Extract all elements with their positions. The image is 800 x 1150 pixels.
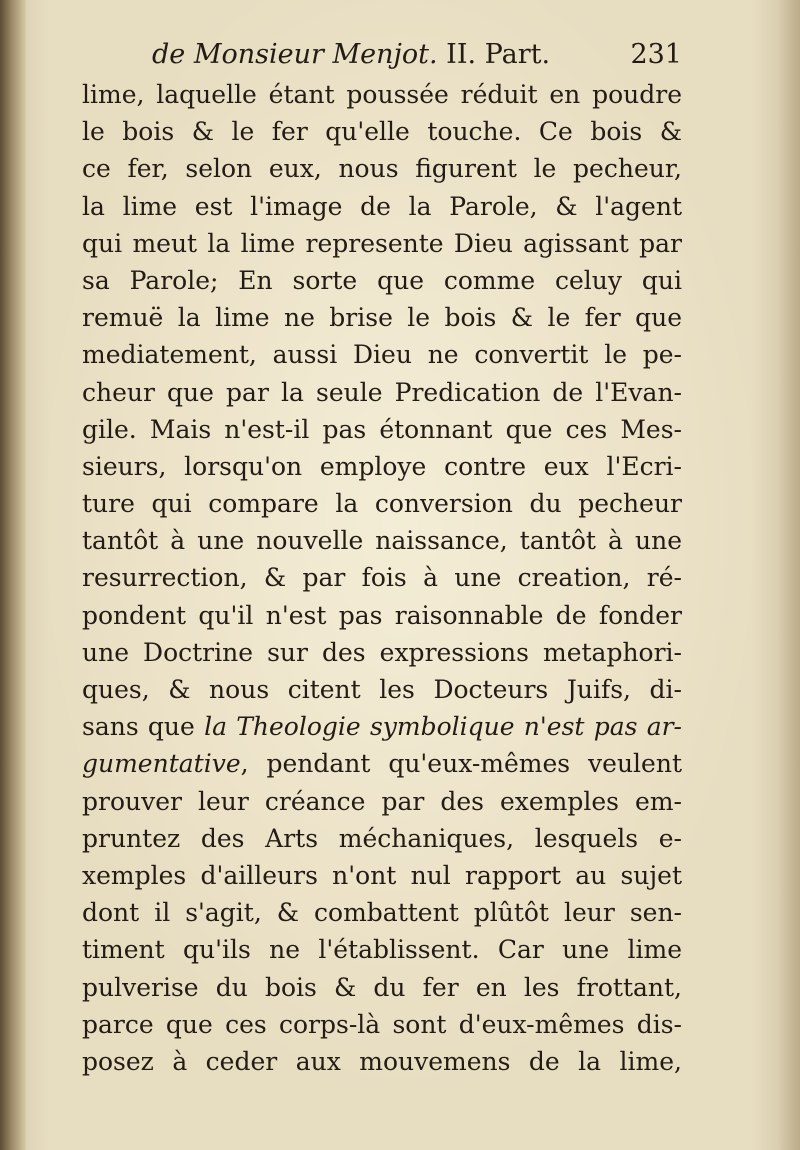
- text-line: mediatement, aussi Dieu ne convertit le pe-: [82, 340, 682, 370]
- text-line: posez à ceder aux mouvemens de la lime,: [82, 1046, 682, 1076]
- running-head: [82, 34, 682, 76]
- line-segment: sans que: [82, 712, 205, 742]
- running-title: [152, 34, 550, 76]
- running-title-part: II. Part.: [446, 39, 551, 70]
- text-line-mixed: [82, 708, 682, 745]
- page-number: 231: [630, 39, 682, 70]
- text-line: remuë la lime ne brise le bois & le fer que: [82, 303, 682, 333]
- text-line: ce fer, selon eux, nous figurent le pecheur,: [82, 154, 682, 184]
- text-line-mixed: [82, 745, 682, 782]
- line-segment: , pendant qu'eux-mêmes veulent: [240, 749, 682, 779]
- text-line: dont il s'agit, & combattent plûtôt leur sen-: [82, 898, 682, 928]
- text-line: qui meut la lime represente Dieu agissant par: [82, 228, 682, 258]
- italic-quote: gumentative: [82, 749, 241, 779]
- text-line: gile. Mais n'est-il pas étonnant que ces Mes-: [82, 414, 682, 444]
- text-line: prouver leur créance par des exemples em-: [82, 786, 682, 816]
- text-line: le bois & le fer qu'elle touche. Ce bois &: [82, 117, 682, 147]
- body-text: [82, 76, 682, 1080]
- text-line: parce que ces corps-là sont d'eux-mêmes dis-: [82, 1009, 682, 1039]
- text-line: une Doctrine sur des expressions metaphori-: [82, 637, 682, 667]
- text-line: pruntez des Arts méchaniques, lesquels e-: [82, 823, 682, 853]
- text-line: ture qui compare la conversion du pecheur: [82, 489, 682, 519]
- text-line: sieurs, lorsqu'on employe contre eux l'Ecri-: [82, 451, 682, 481]
- text-line: resurrection, & par fois à une creation, ré-: [82, 563, 682, 593]
- text-line: cheur que par la seule Predication de l'Evan-: [82, 377, 682, 407]
- text-line: ques, & nous citent les Docteurs Juifs, di-: [82, 675, 682, 704]
- text-line: tantôt à une nouvelle naissance, tantôt à une: [82, 526, 682, 556]
- italic-quote: la Theologie symbolique n'est pas ar-: [204, 712, 682, 742]
- text-line: lime, laquelle étant poussée réduit en poudre: [82, 80, 682, 109]
- text-block: [82, 34, 682, 1080]
- page-edge-shadow: [778, 0, 800, 1150]
- text-line: sa Parole; En sorte que comme celuy qui: [82, 265, 682, 295]
- text-line: pondent qu'il n'est pas raisonnable de fonder: [82, 600, 682, 630]
- text-line: pulverise du bois & du fer en les frottant,: [82, 972, 682, 1002]
- running-title-name: de Monsieur Menjot.: [152, 39, 438, 70]
- text-line: la lime est l'image de la Parole, & l'agent: [82, 191, 682, 221]
- text-line: timent qu'ils ne l'établissent. Car une lime: [82, 935, 682, 965]
- book-spine-shadow: [0, 0, 26, 1150]
- text-line: xemples d'ailleurs n'ont nul rapport au sujet: [82, 860, 682, 890]
